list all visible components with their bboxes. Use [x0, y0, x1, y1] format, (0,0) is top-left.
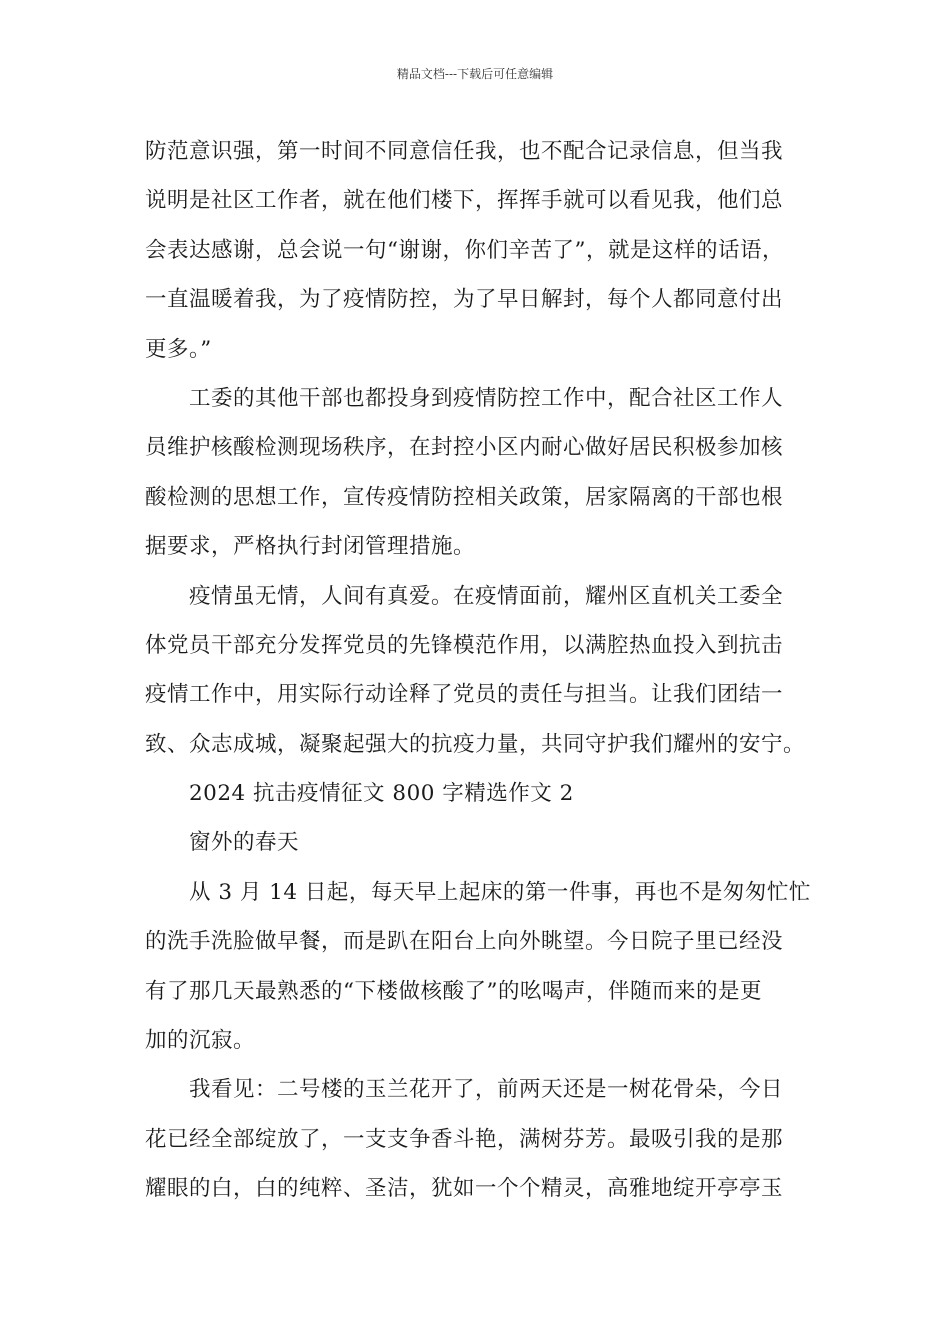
essay-title: 窗外的春天: [189, 830, 300, 856]
paragraph-first-line: 疫情虽无情，人间有真爱。在疫情面前，耀州区直机关工委全: [189, 583, 784, 609]
text-line: 有了那几天最熟悉的“下楼做核酸了”的吆喝声，伴随而来的是更: [145, 978, 762, 1004]
page-header: 精品文档---下载后可任意编辑: [396, 67, 554, 81]
text-line: 耀眼的白，白的纯粹、圣洁，犹如一个个精灵，高雅地绽开亭亭玉: [145, 1176, 784, 1202]
paragraph-first-line: 工委的其他干部也都投身到疫情防控工作中，配合社区工作人: [189, 385, 784, 411]
text-line: 体党员干部充分发挥党员的先锋模范作用，以满腔热血投入到抗击: [145, 632, 784, 658]
text-line: 花已经全部绽放了，一支支争香斗艳，满树芬芳。最吸引我的是那: [145, 1126, 784, 1152]
text-line: 员维护核酸检测现场秩序，在封控小区内耐心做好居民积极参加核: [145, 435, 784, 461]
paragraph-first-line: 我看见：二号楼的玉兰花开了，前两天还是一树花骨朵，今日: [189, 1077, 784, 1103]
text-line: 酸检测的思想工作，宣传疫情防控相关政策，居家隔离的干部也根: [145, 484, 784, 510]
text-line: 加的沉寂。: [145, 1028, 256, 1054]
document-body: [145, 133, 817, 1220]
text-line: 更多。”: [145, 336, 212, 362]
text-line: 防范意识强，第一时间不同意信任我，也不配合记录信息，但当我: [145, 139, 784, 164]
text-line: 会表达感谢，总会说一句“谢谢，你们辛苦了”，就是这样的话语，: [145, 237, 784, 263]
text-line: 的洗手洗脸做早餐，而是趴在阳台上向外眺望。今日院子里已经没: [145, 929, 784, 955]
text-line: 疫情工作中，用实际行动诠释了党员的责任与担当。让我们团结一: [145, 682, 784, 708]
paragraph-first-line: 从 3 月 14 日起，每天早上起床的第一件事，再也不是匆匆忙忙: [189, 879, 811, 905]
section-heading: 2024 抗击疫情征文 800 字精选作文 2: [189, 781, 574, 807]
text-line: 据要求，严格执行封闭管理措施。: [145, 534, 476, 560]
text-line: 说明是社区工作者，就在他们楼下，挥挥手就可以看见我，他们总: [145, 188, 784, 214]
text-line: 致、众志成城，凝聚起强大的抗疫力量，共同守护我们耀州的安宁。: [145, 731, 806, 757]
text-line: 一直温暖着我，为了疫情防控，为了早日解封，每个人都同意付出: [145, 287, 784, 313]
